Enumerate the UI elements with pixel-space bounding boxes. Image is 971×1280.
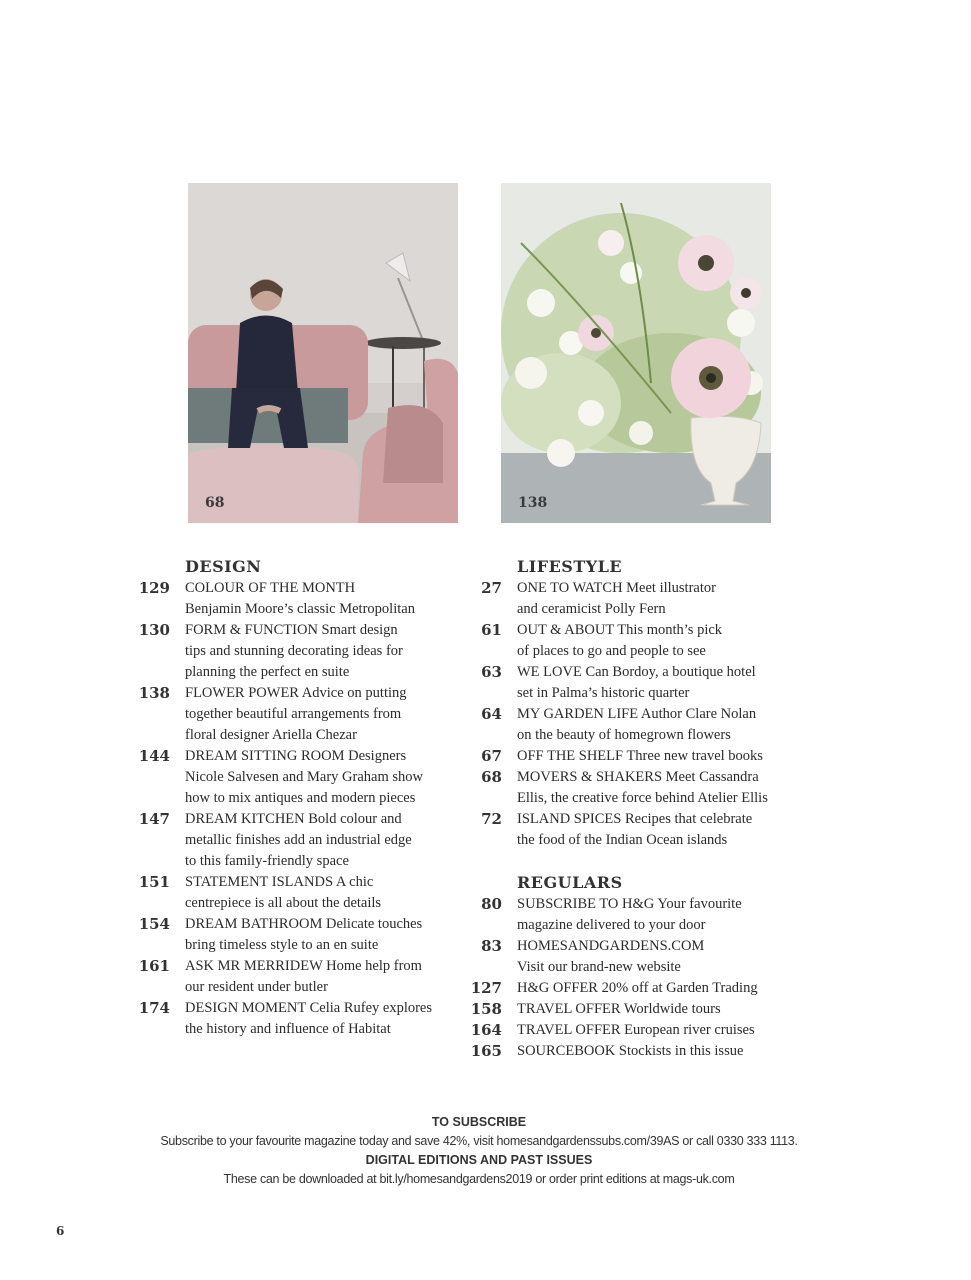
page-number: 6: [56, 1224, 65, 1238]
regulars-entries: [470, 894, 790, 1062]
entry-text-line: SUBSCRIBE TO H&G Your favourite: [517, 896, 742, 912]
entry-text-line: our resident under butler: [185, 979, 328, 995]
entry-text-line: OFF THE SHELF Three new travel books: [517, 748, 763, 764]
design-entries: [138, 578, 458, 1040]
entry-page-number: 165: [470, 1042, 502, 1060]
entry-page-number: 147: [138, 810, 170, 828]
entry-text-line: MY GARDEN LIFE Author Clare Nolan: [517, 706, 757, 722]
entry-page-number: 27: [481, 579, 502, 597]
entry-text-line: TRAVEL OFFER Worldwide tours: [517, 1001, 721, 1017]
entry-page-number: 144: [138, 747, 170, 765]
entry-page-number: 129: [138, 579, 170, 597]
entry-text-line: FLOWER POWER Advice on putting: [185, 685, 407, 701]
entry-text-line: ASK MR MERRIDEW Home help from: [185, 958, 422, 974]
entry-text-line: bring timeless style to an en suite: [185, 937, 379, 953]
entry-text-line: DREAM KITCHEN Bold colour and: [185, 811, 402, 827]
entry-page-number: 174: [138, 999, 170, 1017]
entry-page-number: 138: [138, 684, 170, 702]
contents-entry: [138, 746, 458, 809]
entry-page-number: 151: [138, 873, 170, 891]
subscribe-heading: TO SUBSCRIBE: [431, 1115, 527, 1129]
contents-entry: [470, 767, 790, 809]
entry-text-line: Visit our brand-new website: [517, 959, 681, 975]
entry-text-line: and ceramicist Polly Fern: [517, 601, 666, 617]
entry-page-number: 67: [481, 747, 502, 765]
entry-text-line: SOURCEBOOK Stockists in this issue: [517, 1043, 744, 1059]
photo-page-number: 68: [205, 495, 225, 511]
entry-text-line: Benjamin Moore’s classic Metropolitan: [185, 601, 415, 617]
entry-text-line: TRAVEL OFFER European river cruises: [517, 1022, 755, 1038]
contents-entry: [138, 872, 458, 914]
entry-text-line: planning the perfect en suite: [185, 664, 350, 680]
entry-text-line: tips and stunning decorating ideas for: [185, 643, 403, 659]
photo-designer-portrait: [188, 183, 458, 523]
lifestyle-entries: [470, 578, 790, 851]
entry-page-number: 158: [470, 1000, 502, 1018]
entry-page-number: 164: [470, 1021, 502, 1039]
section-gap: [470, 851, 790, 872]
design-heading: DESIGN: [185, 557, 262, 576]
contents-entry: [470, 809, 790, 851]
entry-text-line: OUT & ABOUT This month’s pick: [517, 622, 723, 638]
photo-page-number: 138: [518, 495, 548, 511]
contents-entry: [470, 704, 790, 746]
photo-flower-arrangement: [501, 183, 771, 523]
contents-entry: [470, 620, 790, 662]
contents-entry: [138, 683, 458, 746]
contents-entry: [470, 662, 790, 704]
entry-text-line: metallic finishes add an industrial edge: [185, 832, 412, 848]
lifestyle-regulars-section: [470, 556, 790, 1062]
lifestyle-heading: LIFESTYLE: [517, 557, 623, 576]
contents-entry: [138, 620, 458, 683]
entry-text-line: magazine delivered to your door: [517, 917, 706, 933]
design-section: [138, 556, 458, 1040]
entry-text-line: on the beauty of homegrown flowers: [517, 727, 731, 743]
contents-entry: [470, 999, 790, 1020]
contents-entry: [138, 998, 458, 1040]
entry-text-line: of places to go and people to see: [517, 643, 706, 659]
digital-editions-heading: DIGITAL EDITIONS AND PAST ISSUES: [365, 1153, 593, 1167]
entry-text-line: set in Palma’s historic quarter: [517, 685, 690, 701]
contents-entry: [138, 956, 458, 998]
entry-page-number: 130: [138, 621, 170, 639]
entry-text-line: DREAM SITTING ROOM Designers: [185, 748, 407, 764]
entry-text-line: together beautiful arrangements from: [185, 706, 402, 722]
subscribe-text: Subscribe to your favourite magazine today and save 42%, visit homesandgardenssubs.com/39AS or call 0330 333 1113.: [160, 1134, 798, 1148]
entry-text-line: centrepiece is all about the details: [185, 895, 382, 911]
entry-text-line: STATEMENT ISLANDS A chic: [185, 874, 374, 890]
contents-entry: [138, 914, 458, 956]
entry-text-line: DREAM BATHROOM Delicate touches: [185, 916, 423, 932]
entry-page-number: 72: [481, 810, 502, 828]
entry-page-number: 154: [138, 915, 170, 933]
entry-page-number: 80: [481, 895, 502, 913]
contents-entry: [470, 1041, 790, 1062]
entry-text-line: ONE TO WATCH Meet illustrator: [517, 580, 716, 596]
entry-text-line: how to mix antiques and modern pieces: [185, 790, 416, 806]
entry-text-line: Ellis, the creative force behind Atelier Ellis: [517, 790, 768, 806]
flowers-illustration: [501, 183, 771, 523]
regulars-heading: REGULARS: [517, 873, 623, 892]
entry-text-line: DESIGN MOMENT Celia Rufey explores: [185, 1000, 433, 1016]
entry-text-line: Nicole Salvesen and Mary Graham show: [185, 769, 423, 785]
contents-entry: [138, 809, 458, 872]
portrait-illustration: [188, 183, 458, 523]
entry-text-line: ISLAND SPICES Recipes that celebrate: [517, 811, 753, 827]
contents-entry: [470, 894, 790, 936]
contents-entry: [470, 746, 790, 767]
entry-text-line: HOMESANDGARDENS.COM: [517, 938, 705, 954]
entry-text-line: to this family-friendly space: [185, 853, 349, 869]
entry-text-line: MOVERS & SHAKERS Meet Cassandra: [517, 769, 759, 785]
entry-text-line: FORM & FUNCTION Smart design: [185, 622, 398, 638]
contents-entry: [470, 1020, 790, 1041]
entry-text-line: the food of the Indian Ocean islands: [517, 832, 728, 848]
entry-text-line: floral designer Ariella Chezar: [185, 727, 357, 743]
entry-text-line: COLOUR OF THE MONTH: [185, 580, 356, 596]
subscription-footer: [0, 1113, 958, 1189]
contents-entry: [470, 936, 790, 978]
entry-page-number: 61: [481, 621, 502, 639]
entry-text-line: H&G OFFER 20% off at Garden Trading: [517, 980, 758, 996]
entry-page-number: 68: [481, 768, 502, 786]
entry-text-line: WE LOVE Can Bordoy, a boutique hotel: [517, 664, 756, 680]
contents-entry: [470, 978, 790, 999]
entry-page-number: 63: [481, 663, 502, 681]
contents-entry: [138, 578, 458, 620]
entry-page-number: 64: [481, 705, 502, 723]
entry-page-number: 83: [481, 937, 502, 955]
entry-page-number: 161: [138, 957, 170, 975]
entry-text-line: the history and influence of Habitat: [185, 1021, 391, 1037]
contents-entry: [470, 578, 790, 620]
digital-editions-text: These can be downloaded at bit.ly/homesandgardens2019 or order print editions at mags-uk.com: [223, 1172, 735, 1186]
entry-page-number: 127: [470, 979, 502, 997]
